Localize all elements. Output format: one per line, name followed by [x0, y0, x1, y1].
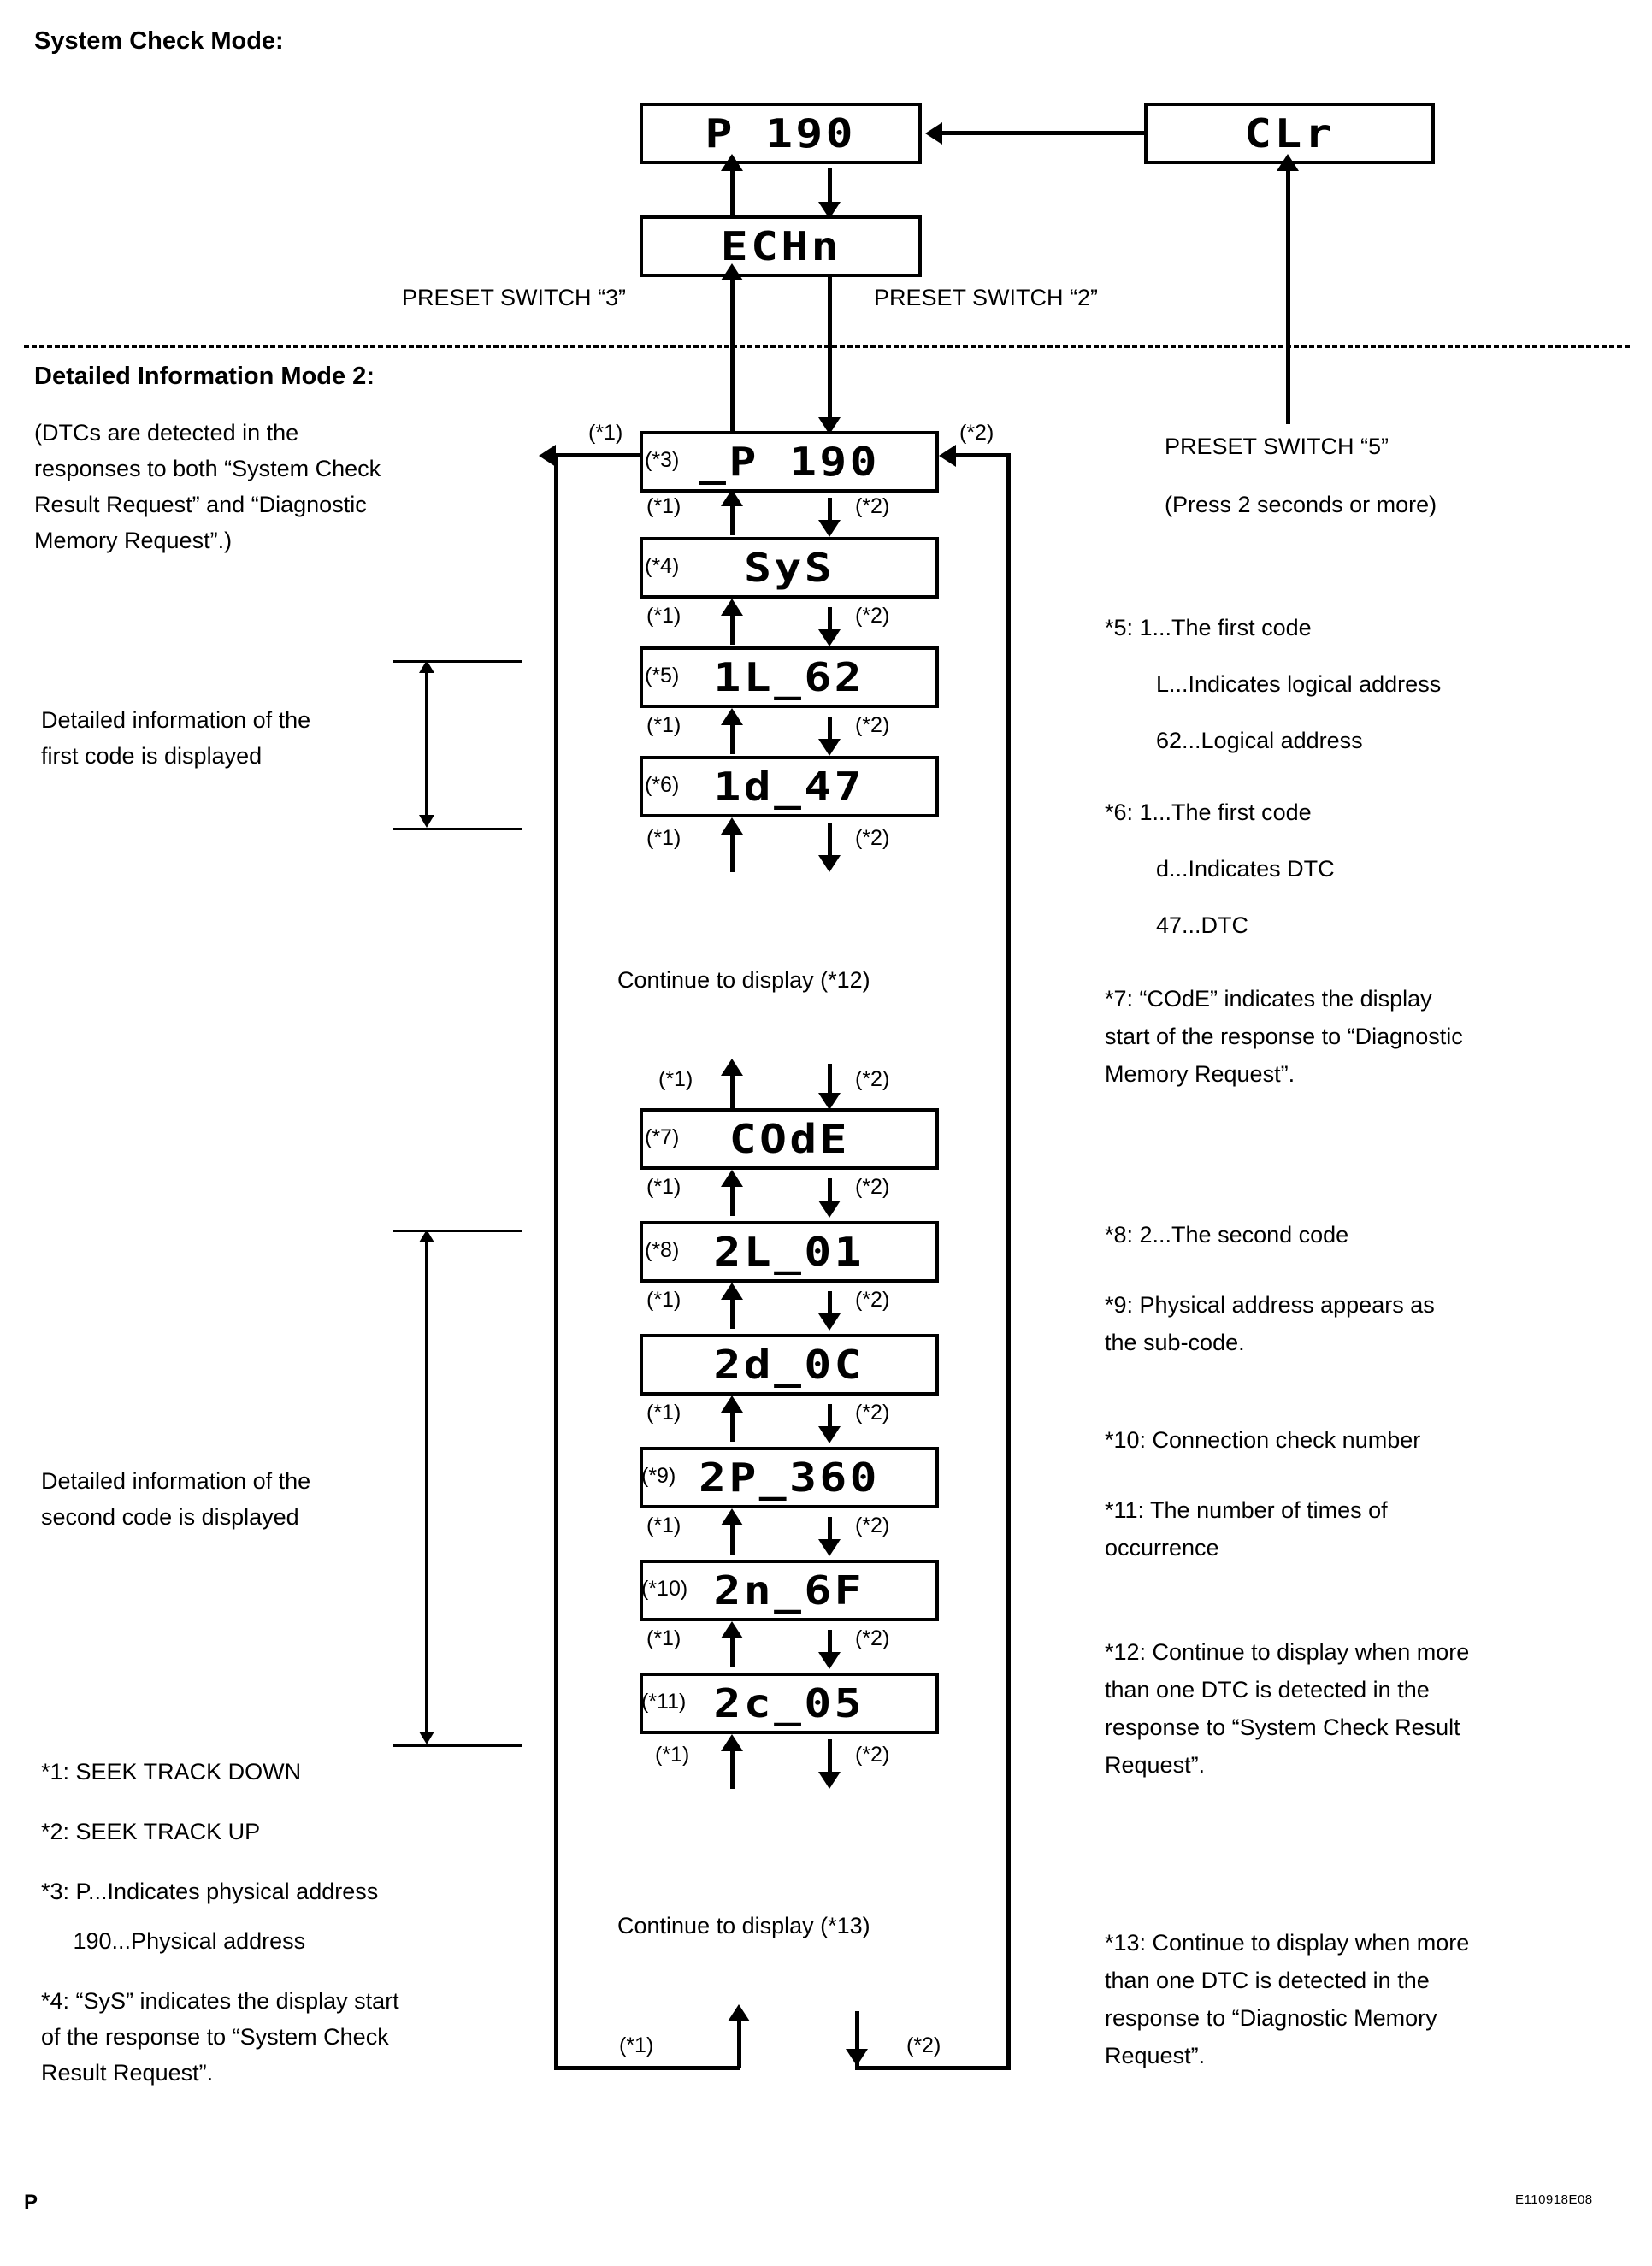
arrowhead-down-3	[818, 739, 841, 756]
note-left-4: 190...Physical address	[41, 1928, 306, 1954]
marker-loop-down: (*2)	[906, 2033, 941, 2057]
arrowhead-up-7	[721, 1283, 743, 1300]
note-12-line2: than one DTC is detected in the	[1105, 1677, 1430, 1702]
arrowhead-loop-return-right	[939, 445, 956, 467]
marker-10: (*10)	[641, 1577, 688, 1601]
line-loop-left-vertical	[554, 453, 558, 2069]
marker-down-2: (*2)	[855, 604, 890, 628]
note-7-line2: start of the response to “Diagnostic	[1105, 1024, 1463, 1049]
label-first-code-line2: first code is displayed	[41, 743, 263, 769]
bracket-second-top	[393, 1230, 522, 1232]
bracket-second-arrow-up	[419, 1230, 434, 1242]
marker-down-3: (*2)	[855, 713, 890, 737]
line-preset5-to-clr	[1286, 168, 1290, 424]
section-divider	[24, 345, 1630, 348]
display-d47	[640, 756, 939, 817]
figure-code: E110918E08	[1515, 2192, 1593, 2207]
note-12-line4: Request”.	[1105, 1752, 1206, 1778]
display-c05-text: 2c_05	[713, 1680, 865, 1726]
display-l01	[640, 1221, 939, 1283]
arrowhead-up-10	[721, 1621, 743, 1638]
marker-up-1: (*1)	[646, 494, 681, 518]
line-loop-left-bottom	[554, 2066, 740, 2070]
marker-6: (*6)	[645, 773, 680, 797]
bracket-first-arrow-up	[419, 660, 434, 673]
note-12-line1: *12: Continue to display when more	[1105, 1639, 1470, 1665]
arrowhead-loop-right-down	[846, 2049, 868, 2066]
arrowhead-up-3	[721, 708, 743, 725]
display-n6f-text: 2n_6F	[713, 1567, 865, 1614]
line-echn-to-p190	[730, 168, 735, 217]
marker-up-6: (*1)	[646, 1175, 681, 1199]
marker-down-7: (*2)	[855, 1288, 890, 1312]
marker-3: (*3)	[645, 448, 680, 472]
arrowhead-p190-down	[818, 202, 841, 219]
arrowhead-down-11	[818, 1772, 841, 1789]
marker-down-5: (*2)	[855, 1067, 890, 1091]
marker-down-9: (*2)	[855, 1514, 890, 1537]
note-11-line2: occurrence	[1105, 1535, 1219, 1561]
arrowhead-up-2	[721, 599, 743, 616]
display-p190-detail-text: _P 190	[699, 439, 880, 485]
note-10: *10: Connection check number	[1105, 1427, 1421, 1453]
marker-8: (*8)	[645, 1238, 680, 1262]
marker-4: (*4)	[645, 554, 680, 578]
bracket-first-line	[425, 672, 428, 816]
note-5-line2: L...Indicates logical address	[1156, 671, 1442, 697]
display-d0c	[640, 1334, 939, 1396]
display-echn	[640, 215, 922, 277]
marker-up-3: (*1)	[646, 713, 681, 737]
note-6-line2: d...Indicates DTC	[1156, 856, 1335, 882]
marker-down-1: (*2)	[855, 494, 890, 518]
line-loop-left-riser	[737, 2018, 741, 2068]
display-code-text: COdE	[729, 1116, 850, 1162]
note-12-line3: response to “System Check Result	[1105, 1714, 1460, 1740]
label-second-code-line2: second code is displayed	[41, 1504, 299, 1530]
marker-up-8: (*1)	[646, 1401, 681, 1425]
arrowhead-down-4	[818, 855, 841, 872]
label-preset-switch-2: PRESET SWITCH “2”	[874, 285, 1099, 310]
note-dtc-line2: responses to both “System Check	[34, 456, 381, 481]
marker-up-7: (*1)	[646, 1288, 681, 1312]
marker-up-10: (*1)	[646, 1626, 681, 1650]
arrowhead-up-8	[721, 1396, 743, 1413]
note-13-line4: Request”.	[1105, 2043, 1206, 2068]
note-9-line1: *9: Physical address appears as	[1105, 1292, 1435, 1318]
arrowhead-down-10	[818, 1652, 841, 1669]
line-detail-up-to-echn	[730, 277, 735, 431]
marker-loop-up: (*1)	[619, 2033, 654, 2057]
note-7-line3: Memory Request”.	[1105, 1061, 1295, 1087]
arrowhead-up-1	[721, 489, 743, 506]
marker-up-11: (*1)	[655, 1743, 690, 1767]
note-left-7: Result Request”.	[41, 2060, 214, 2086]
note-left-5: *4: “SyS” indicates the display start	[41, 1988, 399, 2014]
label-continue-13: Continue to display (*13)	[617, 1913, 870, 1938]
display-l62	[640, 646, 939, 708]
page-mark: P	[24, 2191, 38, 2214]
arrowhead-detail-up	[721, 263, 743, 280]
arrowhead-echn-up	[721, 154, 743, 171]
display-code	[640, 1108, 939, 1170]
marker-down-4: (*2)	[855, 826, 890, 850]
note-13-line2: than one DTC is detected in the	[1105, 1968, 1430, 1993]
arrowhead-loop-left-up	[728, 2004, 750, 2021]
label-first-code-line1: Detailed information of the	[41, 707, 311, 733]
arrowhead-down-6	[818, 1201, 841, 1218]
display-p360-text: 2P_360	[699, 1455, 880, 1501]
arrowhead-up-6	[721, 1170, 743, 1187]
arrowhead-up-4	[721, 817, 743, 835]
arrowhead-up-9	[721, 1508, 743, 1525]
arrowhead-down-5	[818, 1093, 841, 1110]
marker-up-4: (*1)	[646, 826, 681, 850]
heading-system-check-mode: System Check Mode:	[34, 27, 284, 55]
note-13-line1: *13: Continue to display when more	[1105, 1930, 1470, 1956]
bracket-second-bottom	[393, 1744, 522, 1747]
marker-5: (*5)	[645, 664, 680, 687]
arrowhead-down-9	[818, 1539, 841, 1556]
note-7-line1: *7: “COdE” indicates the display	[1105, 986, 1432, 1012]
marker-7: (*7)	[645, 1125, 680, 1149]
line-loop-right-bottom	[855, 2066, 1011, 2070]
note-left-2: *2: SEEK TRACK UP	[41, 1819, 261, 1844]
marker-up-9: (*1)	[646, 1514, 681, 1537]
label-second-code-line1: Detailed information of the	[41, 1468, 311, 1494]
arrowhead-up-11	[721, 1734, 743, 1751]
arrowhead-down-2	[818, 629, 841, 646]
bracket-second-arrow-down	[419, 1732, 434, 1744]
note-13-line3: response to “Diagnostic Memory	[1105, 2005, 1437, 2031]
line-loop-right-vertical	[1006, 453, 1011, 2069]
display-echn-text: ECHn	[720, 223, 841, 269]
arrowhead-down-8	[818, 1426, 841, 1443]
marker-down-p190: (*2)	[959, 421, 994, 445]
note-9-line2: the sub-code.	[1105, 1330, 1245, 1355]
note-8: *8: 2...The second code	[1105, 1222, 1349, 1248]
line-loop-return-right	[954, 453, 1009, 457]
note-6-line3: 47...DTC	[1156, 912, 1249, 938]
label-preset-switch-3: PRESET SWITCH “3”	[402, 285, 627, 310]
note-11-line1: *11: The number of times of	[1105, 1497, 1388, 1523]
display-p190-top-text: P 190	[705, 110, 857, 156]
bracket-first-arrow-down	[419, 815, 434, 828]
line-clr-to-p190	[941, 131, 1146, 135]
display-d0c-text: 2d_0C	[713, 1342, 865, 1388]
marker-9: (*9)	[641, 1464, 676, 1488]
note-dtc-line4: Memory Request”.)	[34, 528, 233, 553]
marker-down-10: (*2)	[855, 1626, 890, 1650]
display-l01-text: 2L_01	[713, 1229, 865, 1275]
note-left-1: *1: SEEK TRACK DOWN	[41, 1759, 302, 1785]
note-left-3: *3: P...Indicates physical address	[41, 1879, 379, 1904]
heading-detailed-info-mode2: Detailed Information Mode 2:	[34, 363, 375, 390]
note-6-line1: *6: 1...The first code	[1105, 800, 1312, 825]
arrowhead-down-1	[818, 520, 841, 537]
bracket-second-line	[425, 1242, 428, 1732]
note-dtc-line3: Result Request” and “Diagnostic	[34, 492, 367, 517]
arrowhead-loop-return-left	[539, 445, 556, 467]
label-continue-12: Continue to display (*12)	[617, 967, 870, 993]
display-sys	[640, 537, 939, 599]
marker-down-8: (*2)	[855, 1401, 890, 1425]
display-sys-text: SyS	[744, 545, 835, 591]
arrowhead-clr-to-p190	[925, 122, 942, 145]
arrowhead-preset5-up	[1277, 154, 1299, 171]
marker-down-6: (*2)	[855, 1175, 890, 1199]
display-l62-text: 1L_62	[713, 654, 865, 700]
bracket-first-bottom	[393, 828, 522, 830]
display-d47-text: 1d_47	[713, 764, 865, 810]
arrowhead-down-7	[818, 1313, 841, 1331]
line-loop-return-left	[554, 453, 640, 457]
display-p190-top	[640, 103, 922, 164]
arrowhead-up-5	[721, 1059, 743, 1076]
label-preset-switch-5-note: (Press 2 seconds or more)	[1165, 492, 1437, 517]
marker-up-2: (*1)	[646, 604, 681, 628]
note-left-6: of the response to “System Check	[41, 2024, 389, 2050]
display-p190-detail	[640, 431, 939, 493]
line-echn-down-to-detail	[828, 277, 832, 428]
note-5-line3: 62...Logical address	[1156, 728, 1363, 753]
note-dtc-line1: (DTCs are detected in the	[34, 420, 299, 446]
marker-down-11: (*2)	[855, 1743, 890, 1767]
marker-11: (*11)	[641, 1690, 687, 1714]
label-preset-switch-5: PRESET SWITCH “5”	[1165, 434, 1389, 459]
note-5-line1: *5: 1...The first code	[1105, 615, 1312, 640]
display-p360	[640, 1447, 939, 1508]
display-clr-text: CLr	[1244, 110, 1335, 156]
bracket-first-top	[393, 660, 522, 663]
marker-up-p190: (*1)	[588, 421, 623, 445]
marker-up-5: (*1)	[658, 1067, 693, 1091]
